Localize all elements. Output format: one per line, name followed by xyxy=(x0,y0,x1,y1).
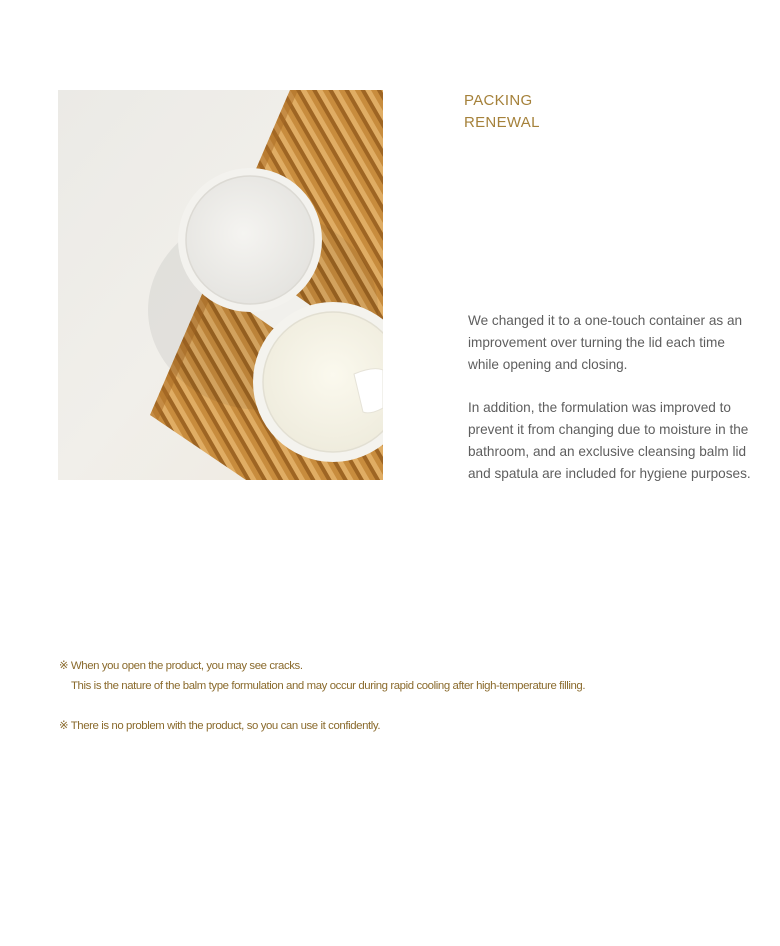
description-paragraph xyxy=(468,310,758,375)
note-line: This is the nature of the balm type formulation and may occur during rapid cooling after high-temperature filling. xyxy=(71,680,586,692)
text-line: and spatula are included for hygiene purposes. xyxy=(468,465,751,481)
section-title-line: RENEWAL xyxy=(464,114,540,131)
description-paragraph xyxy=(468,397,758,484)
text-line: In addition, the formulation was improved to xyxy=(468,400,731,416)
text-line: while opening and closing. xyxy=(468,356,628,372)
note-line: ※ When you open the product, you may see cracks. xyxy=(59,660,303,672)
text-line: prevent it from changing due to moisture in the xyxy=(468,421,749,437)
text-line: bathroom, and an exclusive cleansing balm lid xyxy=(468,443,747,459)
notes xyxy=(59,656,749,736)
section-title xyxy=(464,90,540,134)
text-line: improvement over turning the lid each time xyxy=(468,334,725,350)
section-title-line: PACKING xyxy=(464,92,533,109)
text-line: We changed it to a one-touch container as an xyxy=(468,313,743,328)
note-line: ※ There is no problem with the product, so you can use it confidently. xyxy=(59,720,381,732)
description xyxy=(468,310,758,506)
product-photo xyxy=(58,90,383,480)
